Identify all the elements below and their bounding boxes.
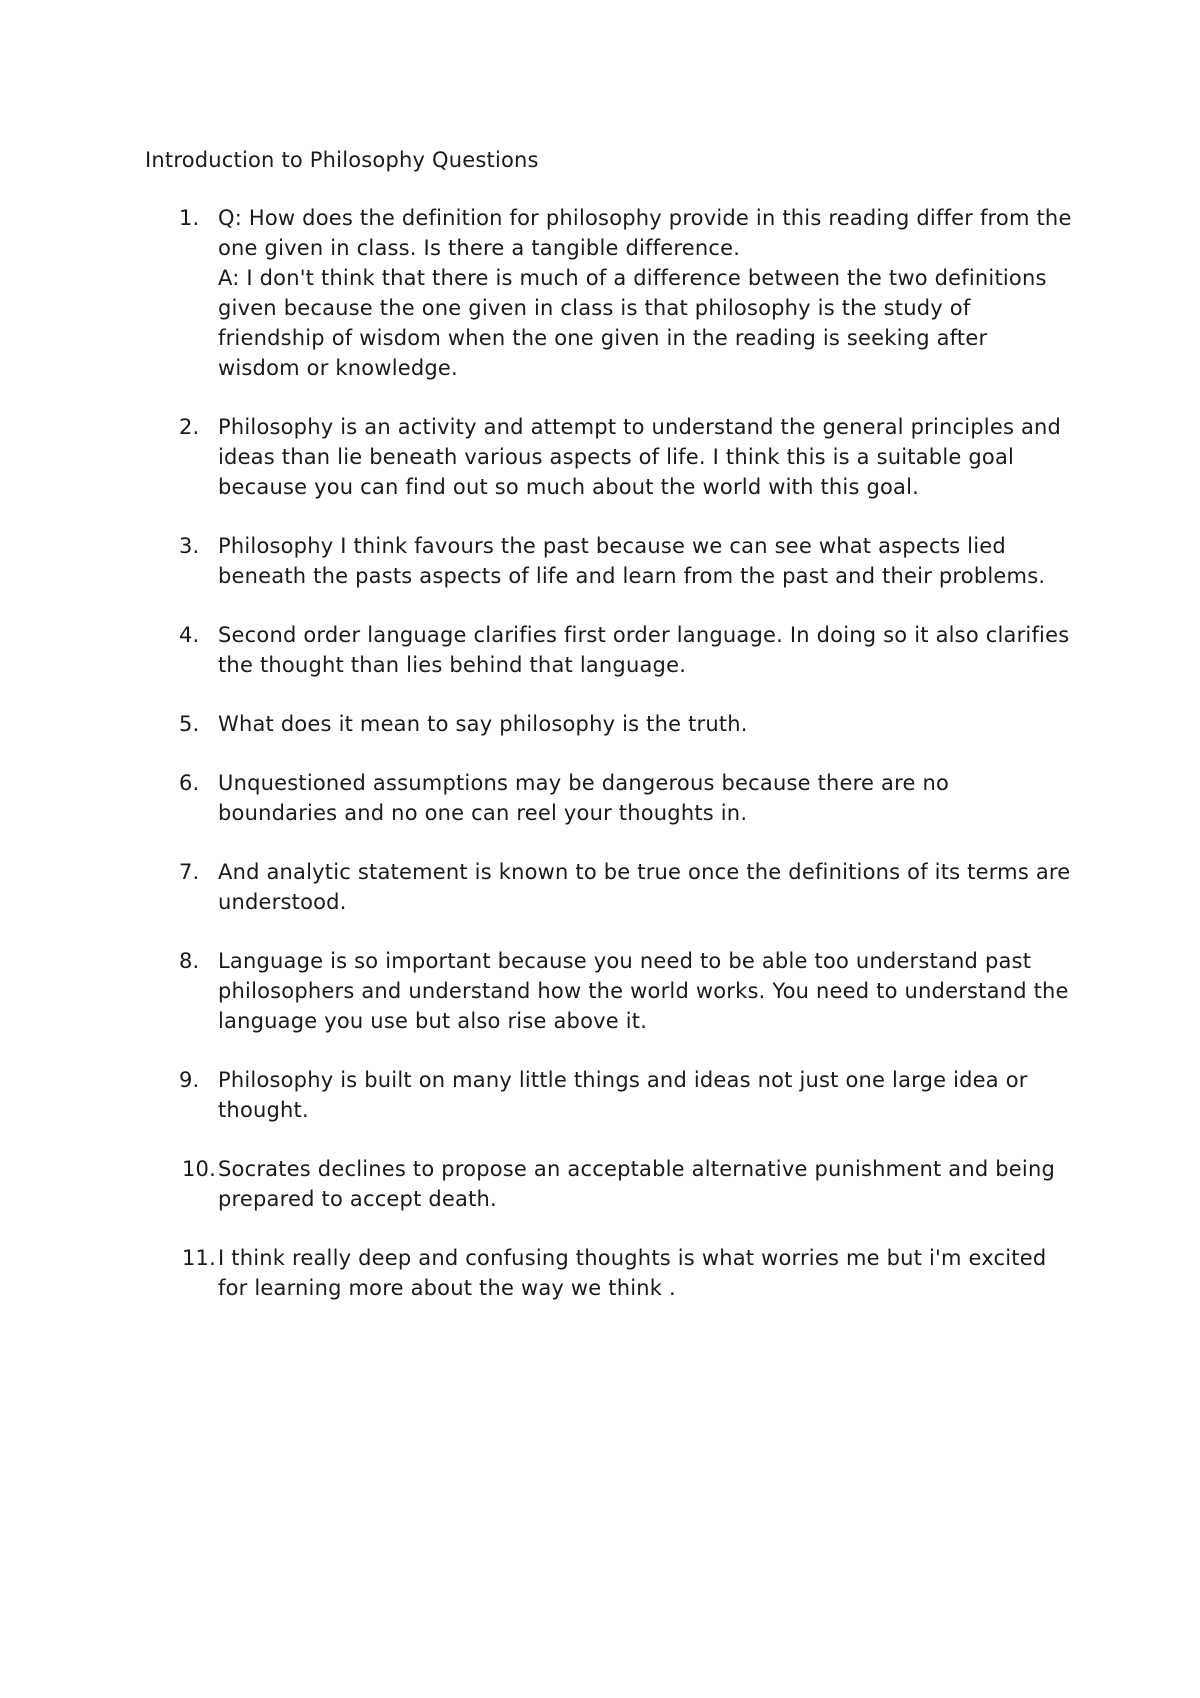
- item-text: [218, 1154, 1075, 1214]
- item-number: 8.: [179, 949, 200, 973]
- item-text: [218, 620, 1075, 680]
- item-line: And analytic statement is known to be true once the definitions of its terms are understood.: [218, 860, 1071, 914]
- list-item: [145, 620, 1075, 680]
- item-number: 11.: [182, 1246, 216, 1270]
- item-line: A: I don't think that there is much of a difference between the two definitions given because the one given in class is that philosophy is the study of friendship of wisdom when the one given in the reading is seeking after wisdom or knowledge.: [218, 266, 1047, 380]
- list-item: [145, 946, 1075, 1036]
- item-number: 6.: [179, 771, 200, 795]
- item-number: 5.: [179, 712, 200, 736]
- item-line: Philosophy is an activity and attempt to understand the general principles and ideas than lie beneath various aspects of life. I think this is a suitable goal because you can find out so much about the world with this goal.: [218, 415, 1062, 499]
- list-item: [145, 1154, 1075, 1214]
- item-number: 2.: [179, 415, 200, 439]
- item-number: 10.: [182, 1157, 216, 1181]
- list-item: [145, 203, 1075, 383]
- item-text: [218, 412, 1075, 502]
- item-text: [218, 709, 1075, 739]
- list-item: [145, 709, 1075, 739]
- list-item: [145, 768, 1075, 828]
- item-line: Second order language clarifies first order language. In doing so it also clarifies the thought than lies behind that language.: [218, 623, 1070, 677]
- item-line: Q: How does the definition for philosophy provide in this reading differ from the one given in class. Is there a tangible difference.: [218, 206, 1072, 260]
- item-text: [218, 203, 1075, 383]
- item-text: [218, 857, 1075, 917]
- list-item: [145, 412, 1075, 502]
- item-number: 3.: [179, 534, 200, 558]
- list-item: [145, 1065, 1075, 1125]
- question-list: [145, 203, 1075, 1332]
- list-item: [145, 857, 1075, 917]
- item-line: Philosophy I think favours the past because we can see what aspects lied beneath the pasts aspects of life and learn from the past and their problems.: [218, 534, 1046, 588]
- list-item: [145, 531, 1075, 591]
- list-item: [145, 1243, 1075, 1303]
- item-text: [218, 1065, 1075, 1125]
- item-line: I think really deep and confusing thoughts is what worries me but i'm excited for learning more about the way we think .: [218, 1246, 1047, 1300]
- item-number: 9.: [179, 1068, 200, 1092]
- item-line: Unquestioned assumptions may be dangerous because there are no boundaries and no one can reel your thoughts in.: [218, 771, 950, 825]
- document-title: Introduction to Philosophy Questions: [145, 148, 539, 172]
- item-text: [218, 768, 1075, 828]
- item-number: 4.: [179, 623, 200, 647]
- item-line: What does it mean to say philosophy is the truth.: [218, 712, 748, 736]
- item-line: Socrates declines to propose an acceptable alternative punishment and being prepared to accept death.: [218, 1157, 1055, 1211]
- item-text: [218, 531, 1075, 591]
- item-line: Language is so important because you need to be able too understand past philosophers and understand how the world works. You need to understand the language you use but also rise above it.: [218, 949, 1069, 1033]
- item-number: 1.: [179, 206, 200, 230]
- item-number: 7.: [179, 860, 200, 884]
- item-text: [218, 1243, 1075, 1303]
- item-text: [218, 946, 1075, 1036]
- item-line: Philosophy is built on many little things and ideas not just one large idea or thought.: [218, 1068, 1028, 1122]
